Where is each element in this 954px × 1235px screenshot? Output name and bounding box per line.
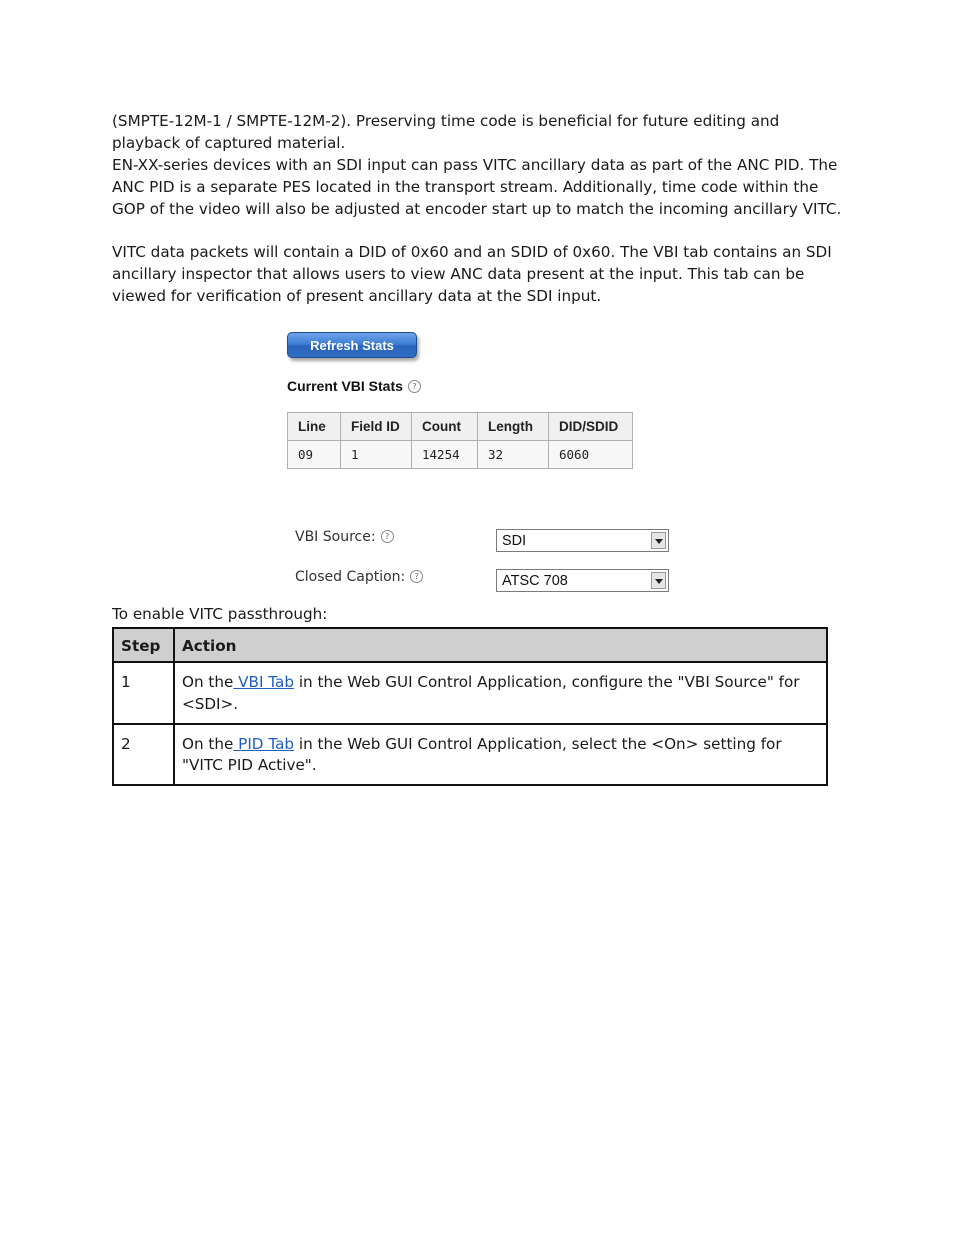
pid-tab-link[interactable]: PID Tab [233, 734, 295, 753]
header-did-sdid: DID/SDID [549, 413, 633, 441]
vbi-source-value: SDI [502, 533, 527, 549]
cell-line: 09 [288, 441, 341, 469]
help-icon[interactable]: ? [410, 570, 423, 583]
paragraph-anc-pid: EN-XX-series devices with an SDI input can pass VITC ancillary data as part of the ANC PID. The ANC PID is a separate PES located in the transport stream. Additionally, time code within the GOP of the video will also be adjusted at encoder start up to match the incoming ancillary VITC. [112, 156, 842, 218]
table-row [113, 724, 827, 786]
action-text-after: in the Web GUI Control Application, configure the "VBI Source" for <SDI>. [182, 673, 800, 713]
stats-title-text: Current VBI Stats [287, 378, 403, 394]
cell-length: 32 [478, 441, 549, 469]
chevron-down-icon[interactable] [651, 572, 666, 589]
closed-caption-label [295, 569, 423, 585]
steps-table [112, 627, 828, 786]
paragraph-vitc-packets: VITC data packets will contain a DID of 0x60 and an SDID of 0x60. The VBI tab contains an SDI ancillary inspector that allows users to view ANC data present at the input. This tab can be viewed for verification of present ancillary data at the SDI input. [112, 243, 832, 305]
closed-caption-value: ATSC 708 [502, 573, 568, 589]
steps-header-row [113, 628, 827, 662]
chevron-down-icon[interactable] [651, 532, 666, 549]
cell-field-id: 1 [341, 441, 412, 469]
stats-header-row [288, 413, 633, 441]
header-length: Length [478, 413, 549, 441]
step-action [174, 724, 827, 786]
header-action: Action [174, 628, 827, 662]
action-text-before: On the [182, 673, 234, 691]
vbi-source-label [295, 529, 394, 545]
header-count: Count [412, 413, 478, 441]
help-icon[interactable]: ? [381, 530, 394, 543]
action-text-after: in the Web GUI Control Application, select the <On> setting for "VITC PID Active". [182, 734, 782, 775]
step-action [174, 662, 827, 724]
header-line: Line [288, 413, 341, 441]
vbi-stats-table [287, 412, 633, 469]
table-row [113, 662, 827, 724]
help-icon[interactable]: ? [408, 380, 421, 393]
step-number: 1 [113, 662, 174, 724]
vbi-tab-link[interactable]: VBI Tab [233, 673, 294, 691]
paragraph-timecode: (SMPTE-12M-1 / SMPTE-12M-2). Preserving time code is beneficial for future editing and playback of captured material. [112, 112, 780, 152]
table-row [288, 441, 633, 469]
steps-intro: To enable VITC passthrough: [112, 605, 328, 623]
header-step: Step [113, 628, 174, 662]
cell-did-sdid: 6060 [549, 441, 633, 469]
refresh-stats-button[interactable]: Refresh Stats [287, 332, 417, 358]
action-text-before: On the [182, 734, 234, 753]
step-number: 2 [113, 724, 174, 786]
closed-caption-select[interactable] [496, 569, 669, 592]
vbi-source-label-text: VBI Source: [295, 529, 376, 545]
header-field-id: Field ID [341, 413, 412, 441]
closed-caption-label-text: Closed Caption: [295, 569, 406, 585]
vbi-source-select[interactable] [496, 529, 669, 552]
cell-count: 14254 [412, 441, 478, 469]
current-vbi-stats-title [287, 378, 421, 394]
